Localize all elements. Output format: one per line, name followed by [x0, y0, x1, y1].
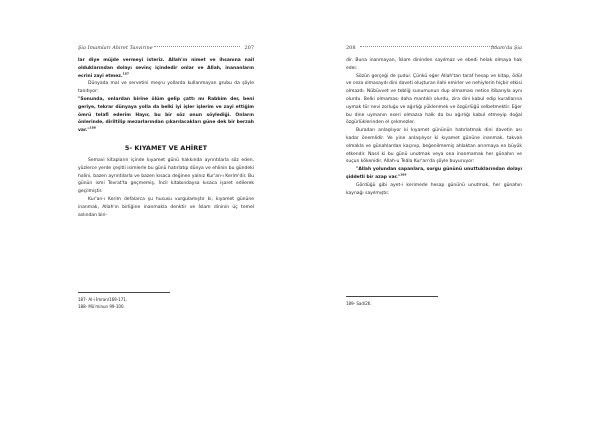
footnote-rule — [78, 292, 170, 293]
running-title: Şia İmamları Ahiret Tasvirine — [78, 45, 153, 51]
paragraph: lar diye müjde vermeyi isteriz. Allah'ın nimet ve ihsanına nail olduklarından dolayı sevinç içindedir onlar ve Allah, inananların ecrini zayi etmez.$^{187}$ — [78, 58, 254, 79]
running-head-rule — [154, 46, 240, 47]
running-head-rule — [360, 46, 496, 47]
footnotes — [78, 296, 127, 310]
footnote-rule — [346, 296, 438, 297]
paragraph: Sözün gerçeği de şudur. Çünkü eğer Allah'tan taraf hesap ve kitap, ödül ve ceza olmasaydı dini daveti oluşturan ilahi emirler ve nehiylerin hiçbir etkisi olmazdı. Nübüvvet ve tebliğ sunumunun dup olmaması netice itibarıyla aynı olurdu. Belki olmaması daha mantıklı olurdu, zira dini kabul edip kurallarına uymak tür nevi zorluğu ve ağırlığı yüklenmek ve özgürlüğü selbetmektir. Eğer bu dine uymanın eseri olmazsa halk da bu ağırlığı kabul etmeyip doğal özgürlüklerinden el çekmezler. — [346, 73, 522, 126]
page-number: 207 — [244, 45, 254, 51]
quote-paragraph: "Sonunda, onlardan birine ölüm gelip çattı mı Rabbim der, beni geriye, tekrar dünyaya yolla da belki iyi işler işlerim ve zayi ettiğim ömrü telafi ederim Hayır, bu bir söz onun söylediği. Onların önlerinde, diriltilip mezarlarından çıkarılacakları güne dek bir berzah var."$^{188}$ — [78, 96, 254, 134]
left-body — [78, 57, 254, 219]
footnote: 189- Sad/26. — [346, 301, 372, 306]
paragraph: Kur'an-ı Kerim defalarca şu hususu vurgulamıştır ki, kıyamet gününe inanmak, Allah'ın birliğine inanmakla denktir ve İslam dininin üç temel aslından biri- — [78, 196, 254, 218]
running-title: İslam'da Şia — [490, 45, 522, 51]
paragraph: Semavi kitapların içinde kıyamet günü hakkında ayrıntılarla söz eden, yüzlerce yerde çeşitli isimlerle bu günü hatırlatıp dünya ve ehlinin bu gündeki halini, bazen ayrıntılarla ve bazen kısaca değinen yalnız Kur'an-ı Kerim'dir. Bu günün ismi Tevrat'ta geçmemiş, İncil kitabındaysa kısaca işaret edilerek geçilmiştir. — [78, 157, 254, 195]
page-number: 208 — [346, 45, 356, 51]
quote-paragraph: "Allah yolundan sapanlara, sorgu gününü unuttuklarından dolayı şiddetli bir azap var."$^{189}$ — [346, 167, 522, 180]
paragraph: Buradan anlaşılıyor ki kıyamet gününün hatırlatmak dini davetin ası kadar önemlidir. Ve yine anlaşılıyor ki kıyamet gününe inanmak, takvalı olmakla ve günahlardan kaçınıp, beğenilmemiş ahlaktan arınmaya en büyük etkendir. Nasıl ki bu günü unutmak veya ona inanmamak her günahın ve suçun kökenidir. Allah-u Teâla Kur'an'da şöyle buyuruyor: — [346, 128, 522, 165]
footnote: 188- Mü'minun 99-100. — [78, 304, 125, 309]
paragraph: Gördüğü gibi ayet-i kerimede hesap gününü unutmak, her günahın kaynağı sayılmıştır. — [346, 182, 522, 196]
right-page — [346, 0, 522, 424]
footnotes — [346, 300, 372, 307]
paragraph: Dünyada mal ve servetini meşru yollarda kullanmayan grubu da şöyle tanıtıyor: — [78, 81, 254, 95]
footnote: 187- Al-i İmran/169-171. — [78, 297, 128, 302]
paragraph: dir. Buna inanmayan, İslam dininden sayılmaz ve ebedi helak olmaya hak eder. — [346, 58, 522, 71]
right-body — [346, 57, 522, 197]
section-heading: 5- KIYAMET VE AHİRET — [124, 143, 208, 152]
left-page — [78, 0, 254, 424]
